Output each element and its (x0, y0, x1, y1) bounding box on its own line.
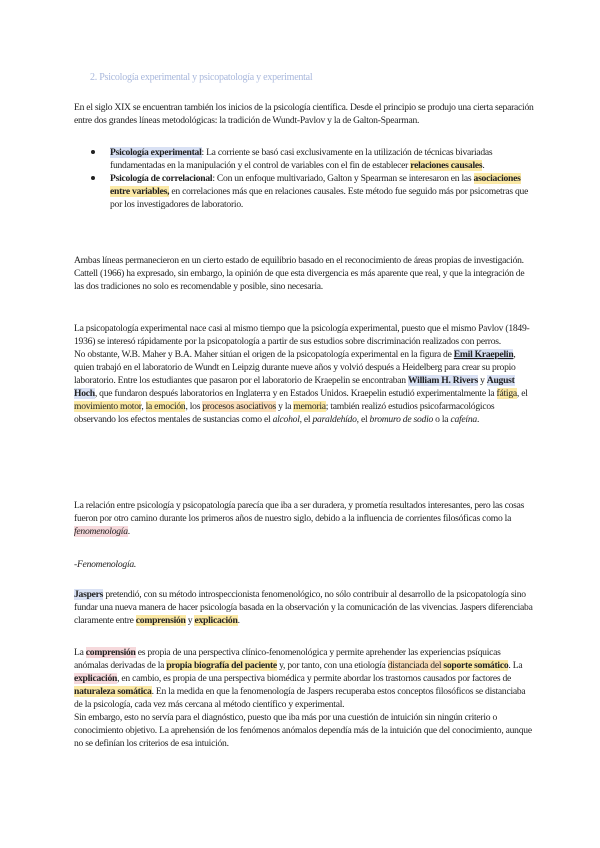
name-kraepelin: Emil Kraepelin (453, 349, 514, 360)
text: , en cambio, es propia de una perspectiva biomédica y permite abordar los trastornos causados por factores de (117, 673, 512, 684)
bullet-text: . (482, 160, 485, 171)
intro-paragraph: En el siglo XIX se encuentran también los inicios de la psicología científica. Desde el principio se produjo una cierta separación entre dos grandes líneas metodológicas: la tradición de Wundt-Pavlov y la de Galton-Spearman. (74, 102, 534, 126)
highlight-motor: movimiento motor (74, 401, 142, 412)
highlight-distanciada: distanciada del (387, 660, 444, 671)
section-heading: 2. Psicología experimental y psicopatología y experimental (90, 72, 313, 83)
highlight-naturaleza: naturaleza somática (74, 686, 152, 697)
paragraph-relacion (74, 499, 536, 538)
paragraph-kraepelin (74, 348, 536, 426)
highlight-relaciones: relaciones causales (410, 160, 483, 171)
text: , quien trabajó en el laboratorio de Wundt en Leipzig durante nueve años y volvió después a Heidelberg para crear su propio laboratorio. Entre los estudiantes que pasaron por el laboratorio de Kraepelin se encontraban (74, 349, 516, 386)
name-jaspers: Jaspers (74, 589, 104, 600)
text: o la (433, 414, 451, 425)
term-correlacional: Psicología de correlacional (110, 173, 213, 184)
highlight-biografia: propia biografía del paciente (166, 660, 277, 671)
bullet-icon (91, 150, 95, 154)
highlight-procesos: procesos asociativos (202, 401, 276, 412)
text: , el (299, 414, 313, 425)
paragraph-psicopatologia (74, 322, 536, 426)
text: pretendió, con su método introspeccionista fenomenológico, no sólo contribuir al desarrollo de la psicopatología sino fundar una nueva manera de hacer psicología basada en la observación y la comunicación de las vivencias. Jaspers diferenciaba claramente entre (74, 589, 533, 626)
highlight-fenomenologia: fenomenología (74, 526, 128, 537)
subsection-title (74, 558, 536, 571)
term-bromuro: bromuro de sodio (369, 414, 434, 425)
text: , el (356, 414, 370, 425)
paragraph-jaspers (74, 588, 536, 627)
text: y (477, 375, 487, 386)
term-comprension: comprensión (135, 615, 186, 626)
highlight-memoria: memoria (293, 401, 326, 412)
highlight-soporte: soporte somático (443, 660, 509, 671)
text: ; también realizó estudios psicofarmacológicos observando los efectos mentales de sustancias como el (74, 401, 495, 425)
paragraph-diagnostico: Sin embargo, esto no servía para el diagnóstico, puesto que iba más por una cuestión de intuición sin ningún criterio o conocimiento objetivo. La aprehensión de los fenómenos anómalos dependía más de la intuición que del conocimiento, aunque no se definían los criterios de esa intuición. (74, 712, 532, 749)
text: y, por tanto, con una etiología (276, 660, 388, 671)
paragraph-pavlov: La psicopatología experimental nace casi al mismo tiempo que la psicología experimental, puesto que el mismo Pavlov (1849-1936) se interesó rápidamente por la psicopatología a partir de sus estudios sobre discriminación realizados con perros. (74, 323, 530, 347)
text: , los (185, 401, 203, 412)
text: , el (516, 388, 528, 399)
text: y la (275, 401, 294, 412)
text: . (237, 615, 240, 626)
text: No obstante, W.B. Maher y B.A. Maher sitúan el origen de la psicopatología experimental en la figura de (74, 349, 454, 360)
name-rivers: William H. Rivers (408, 375, 478, 386)
term-cafeina: cafeína (450, 414, 477, 425)
text: . (476, 414, 480, 425)
term-comprension: comprensión (85, 647, 136, 658)
bullet-text: en correlaciones más que en relaciones causales. Este método fue seguido más por psicometras que por los investigadores de laboratorio. (110, 186, 529, 210)
bullet-text: : Con un enfoque multivariado, Galton y Spearman se interesaron en las (212, 173, 474, 184)
list-item (74, 172, 536, 211)
text: , que fundaron después laboratorios en Inglaterra y en Estados Unidos. Kraepelin estudió experimentalmente la (94, 388, 497, 399)
method-list (74, 146, 536, 211)
highlight-asociaciones: asociaciones entre variables, (110, 173, 521, 197)
text: , (141, 401, 146, 412)
paragraph-comprension-text (74, 646, 536, 711)
highlight-emocion: la emoción (145, 401, 186, 412)
text: . La (508, 660, 523, 671)
term-alcohol: alcohol (272, 414, 300, 425)
name-hoch: August Hoch (74, 375, 515, 399)
title-fenomenologia: -Fenomenología. (74, 559, 137, 570)
term-explicacion: explicación (74, 673, 118, 684)
bullet-icon (91, 176, 95, 180)
paragraph-equilibrio: Ambas líneas permanecieron en un cierto estado de equilibrio basado en el reconocimiento de áreas propias de investigación. Cattell (1966) ha expresado, sin embargo, la opinión de que esta divergencia es más aparente que real, y que la integración de las dos tradiciones no solo es recomendable y posible, sino necesaria. (74, 255, 525, 292)
term-paraldehido: paraldehído (312, 414, 357, 425)
text: La relación entre psicología y psicopatología parecía que iba a ser duradera, y prometía resultados interesantes, pero las cosas fueron por otro camino durante los primeros años de nuestro siglo, debido a la influencia de corrientes filosóficas como la (74, 500, 525, 524)
term-experimental: Psicología experimental (110, 147, 202, 158)
text: . En la medida en que la fenomenología de Jaspers recuperaba estos conceptos filosóficos se distanciaba de la psicología, cada vez más cercana al método científico y experimental. (74, 686, 526, 710)
term-explicacion: explicación (194, 615, 238, 626)
bullet-text: : La corriente se basó casi exclusivamente en la utilización de técnicas bivariadas fundamentadas en la manipulación y el control de variables con el fin de establecer (110, 147, 493, 171)
list-item (74, 146, 536, 172)
text: . (127, 526, 130, 537)
highlight-fatiga: fátiga (496, 388, 517, 399)
text: es propia de una perspectiva clínico-fenomenológica y permite aprehender las experiencias psíquicas anómalas derivadas de la (74, 647, 501, 671)
text: y (185, 615, 195, 626)
text: La (74, 647, 86, 658)
paragraph-comprension (74, 646, 536, 750)
